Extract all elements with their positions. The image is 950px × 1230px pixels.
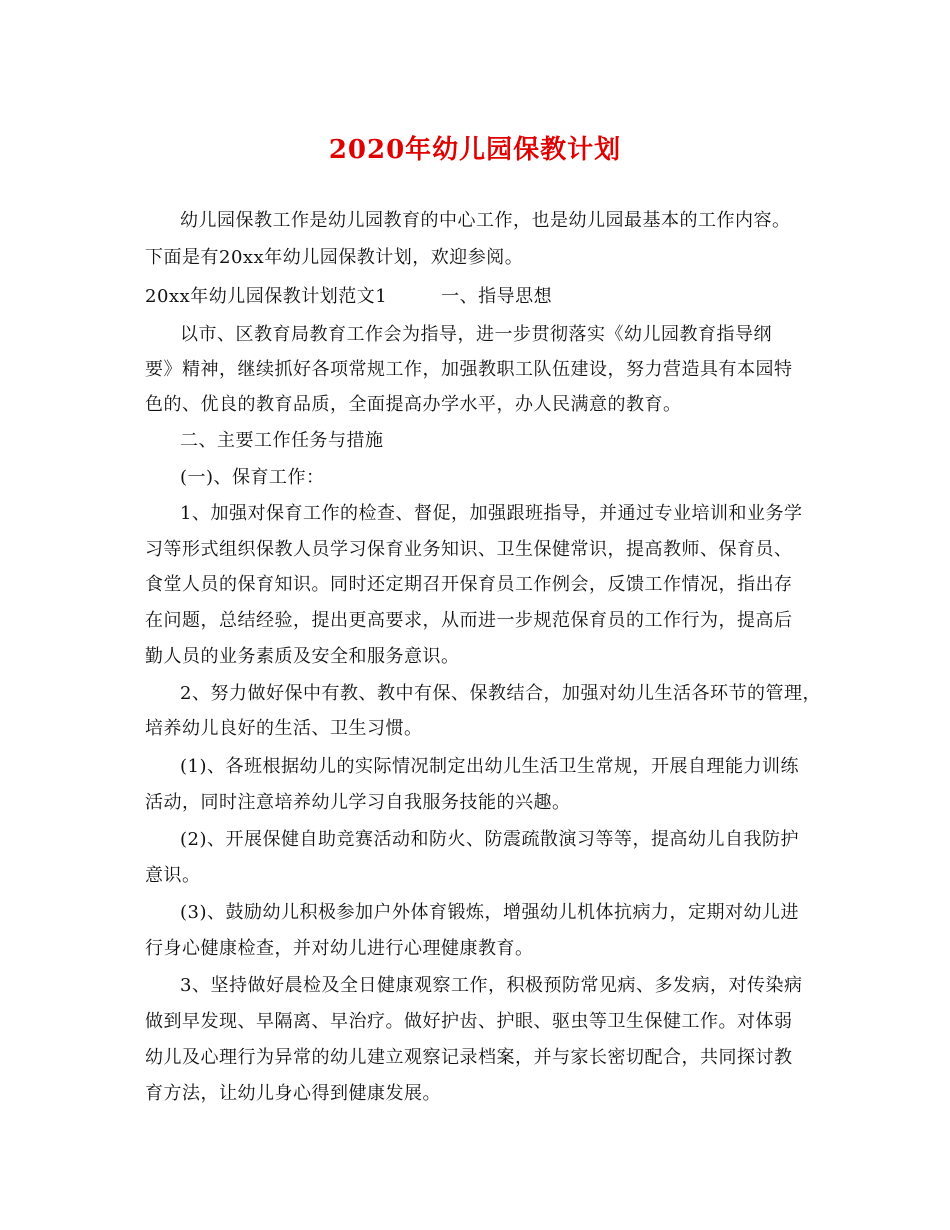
paragraph-line: 习等形式组织保教人员学习保育业务知识、卫生保健常识，提高教师、保育员、 — [145, 539, 793, 560]
paragraph-line: 活动，同时注意培养幼儿学习自我服务技能的兴趣。 — [145, 792, 571, 813]
paragraph-line: (3)、鼓励幼儿积极参加户外体育锻炼，增强幼儿机体抗病力，定期对幼儿进 — [180, 902, 799, 923]
paragraph-line: 食堂人员的保育知识。同时还定期召开保育员工作例会，反馈工作情况，指出存 — [145, 574, 793, 595]
paragraph-line: 培养幼儿良好的生活、卫生习惯。 — [145, 718, 423, 739]
paragraph-line: 行身心健康检查，并对幼儿进行心理健康教育。 — [145, 938, 534, 959]
paragraph-line: 2、努力做好保中有教、教中有保、保教结合，加强对幼儿生活各环节的管理， — [180, 683, 821, 704]
paragraph-line: 意识。 — [145, 865, 201, 886]
paragraph-line: 在问题，总结经验，提出更高要求，从而进一步规范保育员的工作行为，提高后 — [145, 610, 793, 631]
paragraph-line: 育方法，让幼儿身心得到健康发展。 — [145, 1083, 441, 1104]
paragraph-line: 做到早发现、早隔离、早治疗。做好护齿、护眼、驱虫等卫生保健工作。对体弱 — [145, 1011, 793, 1032]
subsection-heading: (一)、保育工作： — [180, 467, 325, 488]
guiding-thought-heading: 一、指导思想 — [441, 286, 553, 307]
section-heading: 二、主要工作任务与措施 — [180, 430, 384, 451]
paragraph-line: 3、坚持做好晨检及全日健康观察工作，积极预防常见病、多发病，对传染病 — [180, 975, 803, 996]
sample-heading: 20xx年幼儿园保教计划范文1 — [145, 286, 388, 307]
paragraph-line: 要》精神，继续抓好各项常规工作，加强教职工队伍建设，努力营造具有本园特 — [145, 359, 793, 380]
document-title: 2020年幼儿园保教计划 — [328, 135, 622, 165]
paragraph-line: 幼儿园保教工作是幼儿园教育的中心工作，也是幼儿园最基本的工作内容。 — [180, 210, 791, 231]
paragraph-line: 幼儿及心理行为异常的幼儿建立观察记录档案，并与家长密切配合，共同探讨教 — [145, 1047, 793, 1068]
paragraph-line: 下面是有20xx年幼儿园保教计划，欢迎参阅。 — [145, 247, 524, 268]
paragraph-line: 色的、优良的教育品质，全面提高办学水平，办人民满意的教育。 — [145, 394, 682, 415]
paragraph-line: 勤人员的业务素质及安全和服务意识。 — [145, 646, 460, 667]
section-heading-line — [145, 283, 552, 311]
paragraph-line: 1、加强对保育工作的检查、督促，加强跟班指导，并通过专业培训和业务学 — [180, 503, 803, 524]
paragraph-line: 以市、区教育局教育工作会为指导，进一步贯彻落实《幼儿园教育指导纲 — [180, 324, 772, 345]
paragraph-line: (2)、开展保健自助竞赛活动和防火、防震疏散演习等等，提高幼儿自我防护 — [180, 829, 799, 850]
paragraph-line: (1)、各班根据幼儿的实际情况制定出幼儿生活卫生常规，开展自理能力训练 — [180, 756, 799, 777]
